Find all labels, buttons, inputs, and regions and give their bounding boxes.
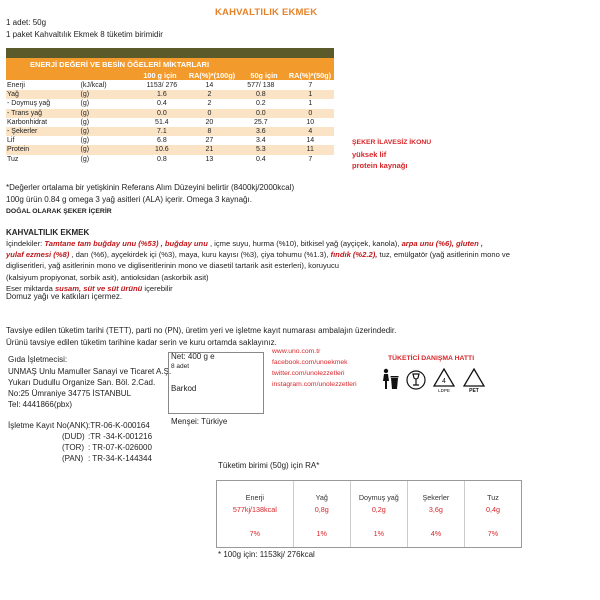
- unit-sugars-pct: 4%: [430, 529, 442, 538]
- nutrition-row: [6, 155, 334, 164]
- ingredients-heading: KAHVALTILIK EKMEK: [6, 228, 90, 237]
- col-header-ra50: RA(%)*(50g): [288, 71, 332, 80]
- unit-fat-value: 0,8g: [314, 505, 329, 514]
- ingredients-text: [6, 238, 596, 294]
- nutrition-cell-name: - Şekerler: [6, 127, 79, 136]
- nutrition-cell-ra50: 14: [306, 137, 315, 145]
- col-header-100g: 100 g için: [143, 71, 177, 80]
- unit-sugars-name: Şekerler: [422, 493, 450, 502]
- protein-source-note: protein kaynağı: [352, 161, 408, 170]
- facebook-link[interactable]: facebook.com/unoekmek: [272, 359, 348, 366]
- unit-fat-pct: 1%: [316, 529, 327, 538]
- ingredient-text-3: tuz, emülgatör (yağ asitlerinin mono ve: [377, 250, 510, 260]
- website-link[interactable]: www.uno.com.tr: [272, 348, 321, 355]
- nutrition-cell-v100: 0.0: [140, 109, 184, 118]
- consumer-hotline: TÜKETİCİ DANIŞMA HATTI: [388, 355, 475, 362]
- nutrition-cell-unit: (g): [80, 118, 90, 126]
- unit-salt-name: Tuz: [487, 493, 499, 502]
- nutrition-cell-unit: (kJ/kcal): [80, 82, 107, 89]
- nutrition-cell-name: Enerji: [7, 82, 25, 89]
- unit-saturated-name: Doymuş yağ: [358, 493, 399, 502]
- unit-energy-name: Enerji: [245, 493, 265, 502]
- ri-footnote: *Değerler ortalama bir yetişkinin Referans Alım Düzeyini belirtir (8400kj/2000kcal): [6, 183, 295, 192]
- nutrition-cell-name: Lif: [7, 137, 15, 145]
- unit-salt-pct: 7%: [487, 529, 499, 538]
- unit-table-title: Tüketim birimi (50g) için RA*: [218, 461, 320, 470]
- unit-saturated-pct: 1%: [373, 529, 385, 538]
- nutrition-cell-v50: 3.4: [255, 137, 266, 145]
- nutrition-cell-ra100: 13: [205, 155, 214, 163]
- unit-energy-value: 577kj/138kcal: [232, 505, 277, 514]
- unit-cell-sugars: [407, 481, 464, 547]
- storage-line-2: Ürünü tavsiye edilen tüketim tarihine kadar serin ve kuru ortamda saklayınız.: [6, 338, 277, 347]
- nutrition-cell-v100: 51.4: [155, 118, 169, 126]
- unit-cell-saturated: [350, 481, 407, 547]
- unit-cell-fat: [293, 481, 350, 547]
- instagram-link[interactable]: instagram.com/unolezzetleri: [272, 381, 357, 388]
- company-line-4: Tel: 4441866(pbx): [8, 400, 73, 409]
- nutrition-row: [6, 118, 334, 127]
- nutrition-cell-v50: 0.0: [235, 109, 287, 118]
- registration-dud: :TR -34-K-001216: [88, 432, 153, 441]
- nutrition-cell-ra50: 1: [308, 100, 313, 108]
- nutrition-cell-unit: (g): [80, 155, 90, 163]
- package-line: 1 paket Kahvaltılık Ekmek 8 tüketim birimidir: [6, 30, 163, 39]
- nutrition-cell-v100: 0.4: [156, 100, 167, 108]
- nutrition-table: [6, 81, 334, 164]
- nutrition-cell-name: - Trans yağ: [6, 109, 79, 118]
- barcode-box: [168, 352, 264, 414]
- unit-cell-energy: [217, 481, 293, 547]
- unit-sugars-value: 3,6g: [428, 505, 443, 514]
- tidyman-icon: [380, 368, 400, 392]
- registration-pan: : TR-34-K-144344: [88, 454, 152, 463]
- nutrition-row: [6, 127, 334, 136]
- ingredient-text-4: digliseritleri, yağ asitlerinin mono ve digliseritlerinin mono ve diasetil tartarik asit esterleri), koruyucu: [6, 261, 339, 271]
- nutrition-row: [6, 81, 334, 90]
- high-fiber-note: yüksek lif: [352, 150, 387, 159]
- nutrition-cell-v50: 0.8: [235, 90, 287, 99]
- registration-tor: : TR-07-K-026000: [88, 443, 152, 452]
- ingredient-text-5: (kalsiyum propiyonat, sorbik asit), antioksidan (askorbik asit): [6, 272, 209, 282]
- nutrition-cell-ra100: 2: [184, 90, 235, 99]
- nutrition-row: [6, 109, 334, 118]
- nutrition-cell-v100: 0.8: [156, 155, 167, 163]
- ldpe-recycle-icon: [432, 368, 456, 392]
- nutrition-cell-ra100: 0: [184, 109, 235, 118]
- nutrition-cell-v100: 10.6: [140, 145, 184, 154]
- ingredient-barley: arpa unu (%6), gluten ,: [401, 239, 483, 248]
- pack-count: 8 adet: [171, 363, 190, 370]
- nutrition-cell-v50: 25.7: [254, 118, 268, 126]
- ldpe-label: LDPE: [438, 388, 450, 393]
- nutrition-cell-v100: 1.6: [140, 90, 184, 99]
- unit-saturated-value: 0,2g: [371, 505, 386, 514]
- registration-tor-code: (TOR): [62, 443, 85, 452]
- ingredient-oat: yulaf ezmesi (%8): [6, 250, 70, 260]
- nutrition-cell-unit: (g): [79, 127, 140, 136]
- nutrition-cell-ra50: 4: [287, 127, 334, 136]
- nutrition-cell-unit: (g): [79, 145, 140, 154]
- trace-lead: Eser miktarda: [6, 283, 55, 293]
- nutrition-cell-name: Tuz: [7, 155, 19, 163]
- nutrition-cell-ra50: 7: [308, 155, 313, 163]
- nutrition-row: [6, 136, 334, 145]
- company-line-3: No:25 Ümraniye 34775 İSTANBUL: [8, 389, 132, 398]
- nutrition-cell-v50: 0.4: [255, 155, 266, 163]
- unit-cell-salt: [464, 481, 521, 547]
- trace-tail: içerebilir: [142, 283, 173, 293]
- nutrition-cell-name: Protein: [6, 145, 79, 154]
- serving-line: 1 adet: 50g: [6, 18, 47, 27]
- nutrition-cell-name: Yağ: [6, 90, 79, 99]
- twitter-link[interactable]: twitter.com/unolezzetleri: [272, 370, 345, 377]
- nutrition-row: [6, 90, 334, 99]
- unit-energy-pct: 7%: [249, 529, 261, 538]
- omega-footnote: 100g ürün 0.84 g omega 3 yağ asitleri (ALA) içerir. Omega 3 kaynağı.: [6, 195, 252, 204]
- nutrition-row: [6, 145, 334, 154]
- nutrition-cell-name: Karbonhidrat: [7, 118, 48, 126]
- registration-ank: :TR-06-K-000164: [88, 421, 150, 430]
- no-pork-fat: Domuz yağı ve katkıları içermez.: [6, 292, 123, 301]
- nutrition-cell-ra50: 7: [308, 82, 313, 89]
- barcode-label: Barkod: [171, 384, 197, 393]
- ingredient-text-1: , içme suyu, hurma (%10), bitkisel yağ (ayçiçek, kanola),: [207, 239, 402, 248]
- nutrition-cell-unit: (g): [79, 90, 140, 99]
- pet-label: PET: [469, 388, 479, 393]
- nutrition-cell-v100: 1153/ 276: [146, 82, 178, 89]
- company-line-2: Yukarı Dudullu Organize San. Böl. 2.Cad.: [8, 378, 156, 387]
- storage-line-1: Tavsiye edilen tüketim tarihi (TETT), parti no (PN), üretim yeri ve işletme kayıt numarası ambalajın üzerindedir.: [6, 326, 397, 335]
- nutrition-cell-ra50: 10: [306, 118, 315, 126]
- nutrition-cell-v50: 3.6: [235, 127, 287, 136]
- nutrition-header: [6, 58, 334, 80]
- sugar-free-note: ŞEKER İLAVESİZ İKONU: [352, 139, 432, 146]
- unit-fat-name: Yağ: [315, 493, 328, 502]
- company-heading: Gıda İşletmecisi:: [8, 355, 68, 364]
- col-header-ra100: RA(%)*(100g): [188, 71, 236, 80]
- nutrition-cell-ra100: 14: [205, 82, 214, 89]
- ingredient-text-2: , darı (%6), ayçekirdek içi (%3), maya, kuru kayısı (%3), çiya tohumu (%1.3),: [69, 250, 331, 260]
- unit-ri-table: [216, 480, 522, 548]
- unit-salt-value: 0,4g: [485, 505, 500, 514]
- ldpe-number: 4: [442, 378, 446, 385]
- registration-label: İşletme Kayıt No(ANK): [8, 421, 89, 430]
- nutrition-cell-unit: (g): [79, 109, 140, 118]
- nutrition-cell-ra100: 21: [184, 145, 235, 154]
- natural-sugar-claim: DOĞAL OLARAK ŞEKER İÇERİR: [6, 208, 112, 215]
- origin: Menşei: Türkiye: [171, 417, 228, 426]
- nutrition-cell-ra50: 0: [287, 109, 334, 118]
- nutrition-cell-ra100: 8: [184, 127, 235, 136]
- page-title: KAHVALTILIK EKMEK: [215, 7, 318, 18]
- registration-dud-code: (DUD): [62, 432, 85, 441]
- ingredient-hazelnut: fındık (%2.2),: [330, 250, 378, 260]
- nutrition-cell-v50: 5.3: [235, 145, 287, 154]
- nutrition-header-title: ENERJİ DEĞERİ VE BESİN ÖĞELERİ MİKTARLARI: [30, 60, 210, 69]
- col-header-50g: 50g için: [250, 71, 278, 80]
- table-top-bar: [6, 48, 334, 58]
- nutrition-cell-v100: 7.1: [140, 127, 184, 136]
- recycling-icons: [380, 368, 486, 392]
- nutrition-cell-unit: (g): [80, 137, 90, 145]
- ingredient-wheat: Tamtane tam buğday unu (%53) , buğday unu: [44, 239, 208, 248]
- nutrition-cell-ra50: 1: [287, 90, 334, 99]
- nutrition-cell-v50: 0.2: [255, 100, 266, 108]
- glass-recycle-icon: [406, 368, 426, 392]
- nutrition-cell-ra50: 11: [287, 145, 334, 154]
- ingredients-lead: İçindekiler:: [6, 239, 45, 248]
- nutrition-cell-v100: 6.8: [156, 137, 167, 145]
- net-weight: Net: 400 g e: [171, 352, 215, 361]
- nutrition-cell-ra100: 20: [205, 118, 214, 126]
- registration-pan-code: (PAN): [62, 454, 84, 463]
- pet-recycle-icon: [462, 368, 486, 392]
- nutrition-cell-name: - Doymuş yağ: [7, 100, 51, 108]
- company-line-1: UNMAŞ Unlu Mamuller Sanayi ve Ticaret A.Ş.: [8, 367, 172, 376]
- trace-allergens: susam, süt ve süt ürünü: [54, 283, 143, 293]
- nutrition-row: [6, 99, 334, 108]
- nutrition-cell-unit: (g): [80, 100, 90, 108]
- nutrition-cell-ra100: 27: [205, 137, 214, 145]
- nutrition-cell-v50: 577/ 138: [247, 82, 275, 89]
- nutrition-cell-ra100: 2: [207, 100, 212, 108]
- unit-table-footnote: * 100g için: 1153kj/ 276kcal: [218, 550, 315, 559]
